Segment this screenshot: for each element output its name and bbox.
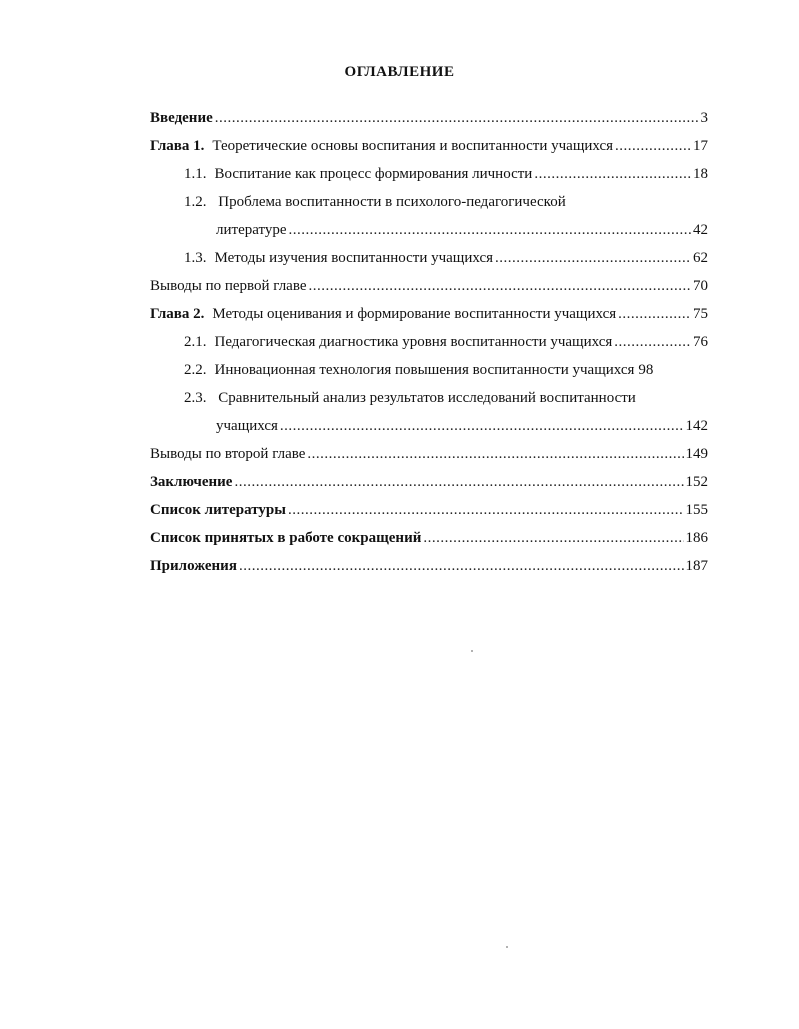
toc-page-number: 155 xyxy=(685,502,708,518)
toc-page-number: 70 xyxy=(693,278,708,294)
toc-page-number: 152 xyxy=(685,474,708,490)
toc-page-number: 76 xyxy=(693,334,708,350)
toc-leader-dots xyxy=(280,412,684,440)
toc-leader-dots xyxy=(534,160,691,188)
toc-entry-appendices[interactable] xyxy=(150,552,708,580)
toc-entry-number: 1.3. xyxy=(184,250,207,266)
toc-page-number: 3 xyxy=(700,110,708,126)
toc-entry-chapter-1[interactable] xyxy=(150,132,708,160)
toc-entry-label: Методы изучения воспитанности учащихся xyxy=(214,250,494,266)
toc-page-number: 142 xyxy=(685,418,708,434)
toc-entry-label: Выводы по второй главе xyxy=(150,446,306,462)
toc-entry-number: 2.1. xyxy=(184,334,207,350)
toc-entry-label: Проблема воспитанности в психолого-педагогической xyxy=(218,194,566,210)
toc-entry-label: Введение xyxy=(150,110,213,126)
toc-entry-conclusions-1[interactable] xyxy=(150,272,708,300)
toc-entry-1-1[interactable] xyxy=(150,160,708,188)
toc-page-number: 186 xyxy=(685,530,708,546)
toc-entry-conclusion[interactable] xyxy=(150,468,708,496)
toc-entry-label: Сравнительный анализ результатов исследований воспитанности xyxy=(218,390,636,406)
toc-leader-dots xyxy=(423,524,683,552)
toc-entry-label-continued: учащихся xyxy=(216,418,278,434)
toc-entry-label: Заключение xyxy=(150,474,233,490)
toc-entry-chapter-2[interactable] xyxy=(150,300,708,328)
toc-entry-label-continued: литературе xyxy=(216,222,287,238)
toc-entry-2-1[interactable] xyxy=(150,328,708,356)
toc-leader-dots xyxy=(495,244,691,272)
toc-page-number: 17 xyxy=(693,138,708,154)
toc-leader-dots xyxy=(288,496,684,524)
toc-entry-references[interactable] xyxy=(150,496,708,524)
toc-entry-number: 2.3. xyxy=(184,390,207,406)
toc-entry-1-2[interactable] xyxy=(150,188,708,244)
toc-entry-2-2[interactable] xyxy=(150,356,708,384)
toc-entry-conclusions-2[interactable] xyxy=(150,440,708,468)
toc-leader-dots xyxy=(309,272,692,300)
toc-entry-label: Воспитание как процесс формирования личности xyxy=(214,166,533,182)
toc-entry-label: Выводы по первой главе xyxy=(150,278,307,294)
toc-entry-number: 1.1. xyxy=(184,166,207,182)
toc-entry-label: Педагогическая диагностика уровня воспитанности учащихся xyxy=(214,334,613,350)
toc-leader-dots xyxy=(615,132,691,160)
toc-entry-abbreviations[interactable] xyxy=(150,524,708,552)
toc-entry-label: Приложения xyxy=(150,558,237,574)
page-title: ОГЛАВЛЕНИЕ xyxy=(344,64,455,80)
toc-leader-dots xyxy=(618,300,691,328)
toc-page-number: 149 xyxy=(685,446,708,462)
toc-leader-dots xyxy=(234,468,683,496)
toc-leader-dots xyxy=(289,216,691,244)
toc-leader-dots xyxy=(614,328,691,356)
toc-leader-dots xyxy=(215,104,699,132)
toc-leader-dots xyxy=(307,440,683,468)
toc-entry-2-3[interactable] xyxy=(150,384,708,440)
toc-entry-number: 2.2. xyxy=(184,362,207,378)
toc-entry-number: Глава 1. xyxy=(150,138,205,154)
toc-entry-number: Глава 2. xyxy=(150,306,205,322)
toc-page-number: 75 xyxy=(693,306,708,322)
toc-entry-label: Инновационная технология повышения воспитанности учащихся xyxy=(214,362,635,378)
toc-leader-dots xyxy=(239,552,684,580)
toc-entry-1-3[interactable] xyxy=(150,244,708,272)
toc-page-number: 187 xyxy=(685,558,708,574)
toc-entry-label: Список литературы xyxy=(150,502,286,518)
toc-entry-label: Список принятых в работе сокращений xyxy=(150,530,422,546)
toc-entry-intro[interactable] xyxy=(150,104,708,132)
toc-page-number: 18 xyxy=(693,166,708,182)
toc-page-number: 62 xyxy=(693,250,708,266)
toc-entry-label: Теоретические основы воспитания и воспитанности учащихся xyxy=(212,138,614,154)
scan-speck xyxy=(471,650,473,652)
toc-entry-label: Методы оценивания и формирование воспитанности учащихся xyxy=(212,306,617,322)
table-of-contents xyxy=(150,104,708,580)
toc-entry-number: 1.2. xyxy=(184,194,207,210)
toc-page-number: 98 xyxy=(638,362,654,378)
toc-page-number: 42 xyxy=(693,222,708,238)
scan-speck xyxy=(506,946,508,948)
